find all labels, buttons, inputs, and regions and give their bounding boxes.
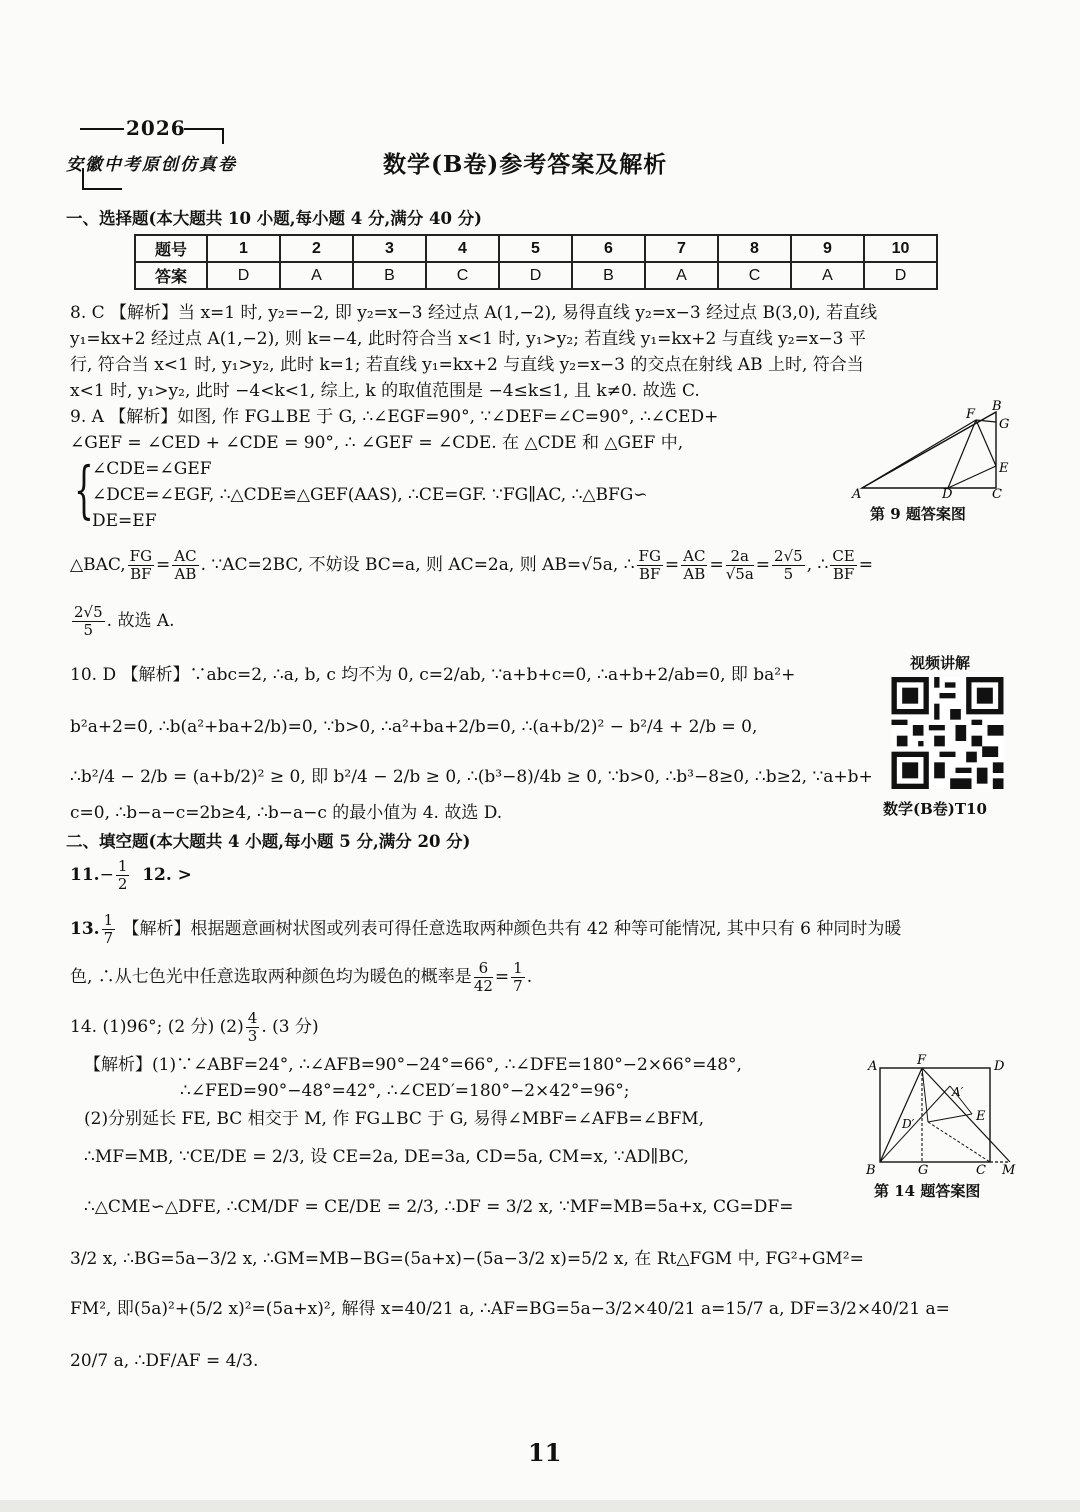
- figure-label: A: [868, 1059, 878, 1074]
- q8-line: y₁=kx+2 经过点 A(1,−2), 则 k=−4, 此时符合当 x<1 时, y₁>y₂; 若直线 y₁=kx+2 与直线 y₂=x−3 平: [70, 329, 866, 349]
- q9-line: 9. A 【解析】如图, 作 FG⊥BE 于 G, ∴∠EGF=90°, ∵∠DEF=∠C=90°, ∴∠CED+: [70, 407, 719, 427]
- answer-table-number-row: [135, 235, 937, 262]
- qr-caption: 数学(B卷)T10: [883, 800, 987, 818]
- fraction: $\frac{6}{42}$: [473, 959, 493, 995]
- fraction: $\frac{CE}{BF}$: [832, 547, 855, 583]
- q14-figure: [860, 1050, 1020, 1178]
- answer-table-row2-label: 答案: [135, 262, 207, 289]
- table-cell: D: [207, 262, 280, 289]
- answer-table-answer-row: [135, 262, 937, 289]
- qr-title: 视频讲解: [910, 654, 971, 672]
- fraction: $\frac{2a}{√5a}$: [725, 547, 754, 583]
- table-cell: 10: [864, 235, 937, 262]
- series-brand: [66, 116, 240, 190]
- figure-label: B: [866, 1163, 876, 1178]
- fraction: $\frac{1}{7}$: [513, 959, 523, 995]
- fraction: $\frac{1}{7}$: [103, 911, 114, 947]
- figure-label: M: [1002, 1163, 1016, 1178]
- table-cell: A: [645, 262, 718, 289]
- q14-line: 20/7 a, ∴DF/AF = 4/3.: [70, 1351, 259, 1371]
- q8-line: x<1 时, y₁>y₂, 此时 −4<k<1, 综上, k 的取值范围是 −4≤k≤1, 且 k≠0. 故选 C.: [70, 381, 700, 401]
- table-cell: 8: [718, 235, 791, 262]
- q14-line: ∴MF=MB, ∵CE/DE = 2/3, 设 CE=2a, DE=3a, CD=5a, CM=x, ∵AD∥BC,: [84, 1147, 689, 1167]
- table-cell: 5: [499, 235, 572, 262]
- figure-label: D: [994, 1059, 1005, 1074]
- figure-label: G: [999, 417, 1010, 432]
- fraction: $\frac{FG}{BF}$: [129, 547, 153, 583]
- table-cell: 4: [426, 235, 499, 262]
- table-cell: 1: [207, 235, 280, 262]
- figure-label: C: [992, 487, 1002, 502]
- q14-head: 14. (1)96°; (2 分) (2) $\frac{4}{3}$ . (3 分): [70, 1009, 319, 1045]
- q9-line6: △BAC, $\frac{FG}{BF}$ = $\frac{AC}{AB}$ . ∵AC=2BC, 不妨设 BC=a, 则 AC=2a, 则 AB=√5a, ∴ $\frac{FG}{BF}$ = $\frac{AC}{AB}$ = $\frac{2a}{√5a}$ = $\frac{2√5}{5}$ , ∴ $\frac{CE}{BF}$ =: [70, 547, 873, 583]
- q10-line: b²a+2=0, ∴b(a²+ba+2/b)=0, ∵b>0, ∴a²+ba+2/b=0, ∴(a+b/2)² − b²/4 + 2/b = 0,: [70, 717, 758, 737]
- table-cell: B: [572, 262, 645, 289]
- fraction: $\frac{1}{2}$: [117, 857, 128, 893]
- q9-figure-caption: 第 9 题答案图: [870, 505, 966, 523]
- fraction: $\frac{2√5}{5}$: [74, 603, 103, 639]
- q14-line: ∴△CME∽△DFE, ∴CM/DF = CE/DE = 2/3, ∴DF = 3/2 x, ∵MF=MB=5a+x, CG=DF=: [84, 1197, 794, 1217]
- q9-text: △BAC,: [70, 555, 126, 575]
- answer-table-row1-label: 题号: [135, 235, 207, 262]
- section2-heading: 二、填空题(本大题共 4 小题,每小题 5 分,满分 20 分): [66, 832, 471, 851]
- q9-system-line: ∠CDE=∠GEF: [92, 459, 212, 479]
- q9-line7: $\frac{2√5}{5}$ . 故选 A.: [74, 603, 175, 639]
- table-cell: 6: [572, 235, 645, 262]
- q14-figure-caption: 第 14 题答案图: [874, 1182, 981, 1200]
- q8-line: 行, 符合当 x<1 时, y₁>y₂, 此时 k=1; 若直线 y₁=kx+2 与直线 y₂=x−3 的交点在射线 AB 上时, 符合当: [70, 355, 864, 375]
- figure-label: A′: [952, 1085, 964, 1099]
- figure-label: E: [976, 1109, 986, 1124]
- table-cell: A: [791, 262, 864, 289]
- q10-line: c=0, ∴b−a−c=2b≥4, ∴b−a−c 的最小值为 4. 故选 D.: [70, 803, 503, 823]
- q13-line2: 色, ∴从七色光中任意选取两种颜色均为暖色的概率是 $\frac{6}{42}$ = $\frac{1}{7}$ .: [70, 959, 533, 995]
- page-bottom-edge: [0, 1500, 1080, 1512]
- fraction: $\frac{AC}{AB}$: [683, 547, 706, 583]
- table-cell: 7: [645, 235, 718, 262]
- figure-label: A: [852, 487, 862, 502]
- figure-label: B: [992, 400, 1002, 414]
- figure-label: C: [976, 1163, 986, 1178]
- q9-figure: [850, 400, 1010, 502]
- table-cell: 3: [353, 235, 426, 262]
- figure-label: D: [942, 487, 953, 502]
- system-brace: {: [74, 453, 94, 526]
- q9-system-line: DE=EF: [92, 511, 157, 531]
- q13-line1: 13. $\frac{1}{7}$ 【解析】根据题意画树状图或列表可得任意选取两种颜色共有 42 种等可能情况, 其中只有 6 种同时为暖: [70, 911, 902, 947]
- q10-line: 10. D 【解析】∵abc=2, ∴a, b, c 均不为 0, c=2/ab, ∵a+b+c=0, ∴a+b+2/ab=0, 即 ba²+: [70, 665, 796, 685]
- qr-code[interactable]: [889, 677, 1006, 789]
- q14-line: FM², 即(5a)²+(5/2 x)²=(5a+x)², 解得 x=40/21 a, ∴AF=BG=5a−3/2×40/21 a=15/7 a, DF=3/2×40/21 a=: [70, 1299, 950, 1319]
- table-cell: C: [718, 262, 791, 289]
- q14-line: ∴∠FED=90°−48°=42°, ∴∠CED′=180°−2×42°=96°;: [180, 1081, 630, 1101]
- table-cell: B: [353, 262, 426, 289]
- answer-table: [134, 234, 938, 290]
- page-title: 数学(B卷)参考答案及解析: [383, 151, 668, 178]
- table-cell: 9: [791, 235, 864, 262]
- table-cell: D: [864, 262, 937, 289]
- q10-line: ∴b²/4 − 2/b = (a+b/2)² ≥ 0, 即 b²/4 − 2/b ≥ 0, ∴(b³−8)/4b ≥ 0, ∵b>0, ∴b³−8≥0, ∴b≥2, ∵a+b+: [70, 767, 873, 787]
- q9-text: . ∵AC=2BC, 不妨设 BC=a, 则 AC=2a, 则 AB=√5a, ∴: [200, 555, 635, 575]
- fraction: $\frac{FG}{BF}$: [638, 547, 661, 583]
- section1-heading: 一、选择题(本大题共 10 小题,每小题 4 分,满分 40 分): [66, 209, 482, 228]
- figure-label: G: [918, 1163, 929, 1178]
- figure-label: F: [966, 407, 976, 422]
- figure-label: D′: [902, 1117, 915, 1131]
- q9-line: ∠GEF = ∠CED + ∠CDE = 90°, ∴ ∠GEF = ∠CDE. 在 △CDE 和 △GEF 中,: [70, 433, 684, 453]
- q14-line: 3/2 x, ∴BG=5a−3/2 x, ∴GM=MB−BG=(5a+x)−(5a−3/2 x)=5/2 x, 在 Rt△FGM 中, FG²+GM²=: [70, 1249, 864, 1269]
- table-cell: D: [499, 262, 572, 289]
- q14-line: 【解析】(1)∵∠ABF=24°, ∴∠AFB=90°−24°=66°, ∴∠DFE=180°−2×66°=48°,: [84, 1055, 742, 1075]
- table-cell: A: [280, 262, 353, 289]
- fraction: $\frac{AC}{AB}$: [174, 547, 197, 583]
- q8-line: 8. C 【解析】当 x=1 时, y₂=−2, 即 y₂=x−3 经过点 A(1,−2), 易得直线 y₂=x−3 经过点 B(3,0), 若直线: [70, 303, 878, 323]
- figure-label: F: [917, 1053, 927, 1068]
- table-cell: 2: [280, 235, 353, 262]
- q11-12-line: 11.− $\frac{1}{2}$ 12. >: [70, 857, 192, 893]
- series-name: 安徽中考原创仿真卷: [66, 155, 237, 175]
- series-year: 2026: [126, 116, 186, 140]
- page-number: 11: [528, 1438, 562, 1467]
- q14-line: (2)分别延长 FE, BC 相交于 M, 作 FG⊥BC 于 G, 易得∠MBF=∠AFB=∠BFM,: [84, 1109, 705, 1129]
- fraction: $\frac{4}{3}$: [247, 1009, 258, 1045]
- fraction: $\frac{2√5}{5}$: [774, 547, 803, 583]
- q9-system-line: ∠DCE=∠EGF, ∴△CDE≌△GEF(AAS), ∴CE=GF. ∵FG∥AC, ∴△BFG∽: [92, 485, 648, 505]
- table-cell: C: [426, 262, 499, 289]
- figure-label: E: [999, 461, 1009, 476]
